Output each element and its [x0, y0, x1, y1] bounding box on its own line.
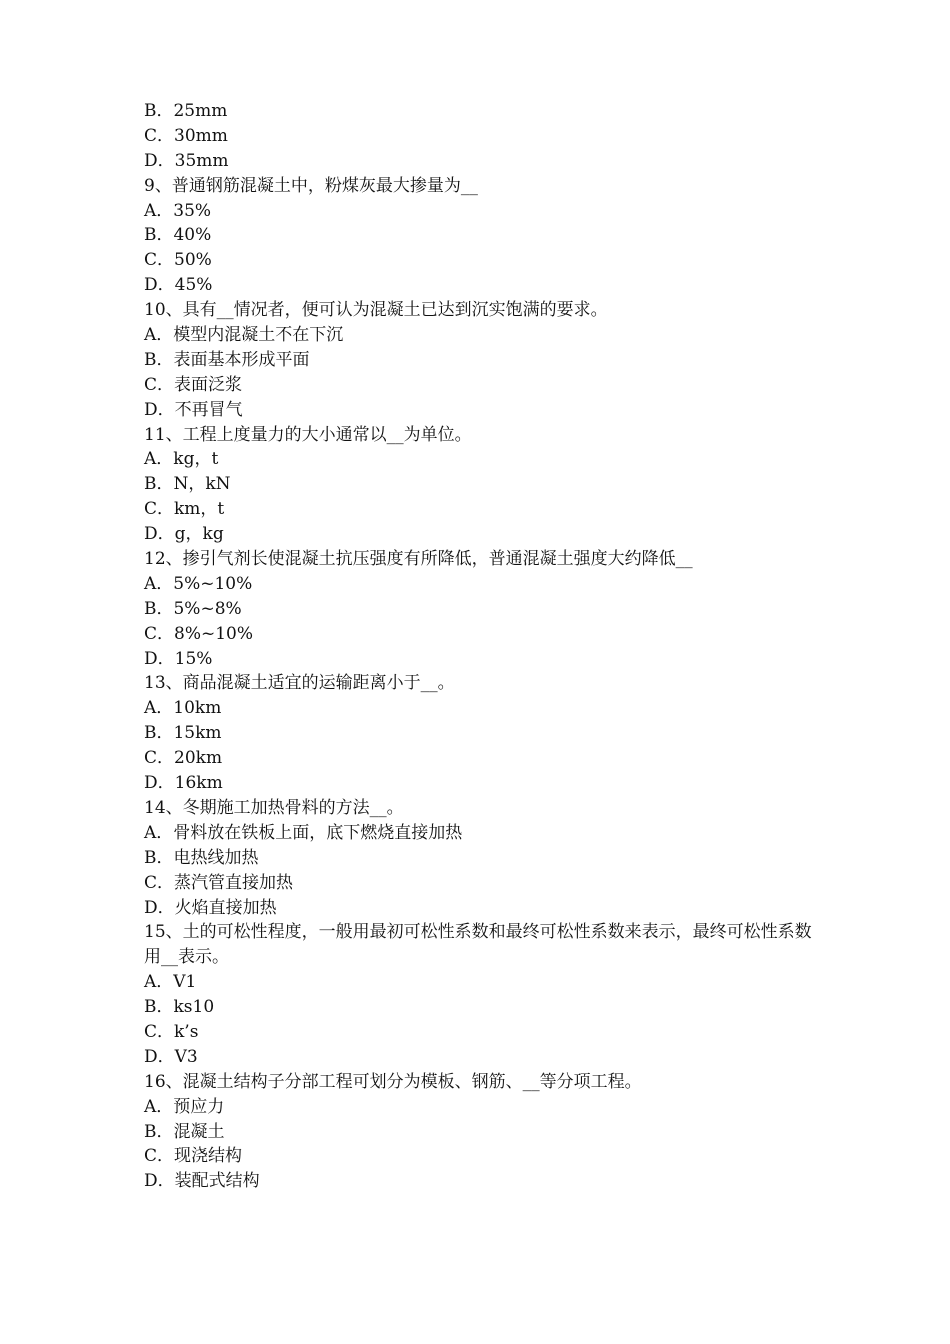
question-text: 15、土的可松性程度，一般用最初可松性系数和最终可松性系数来表示，最终可松性系数用__表示。: [144, 922, 812, 968]
answer-option: D．35mm: [144, 150, 229, 171]
answer-option: B．混凝土: [144, 1121, 225, 1142]
question-text: 10、具有__情况者，便可认为混凝土已达到沉实饱满的要求。: [144, 300, 608, 321]
answer-option: D．15%: [144, 648, 213, 669]
answer-option: D．g，kg: [144, 524, 224, 545]
document-page: [144, 99, 824, 1194]
answer-option: D．不再冒气: [144, 399, 243, 420]
answer-option: D．16km: [144, 773, 223, 794]
answer-option: C．8%~10%: [144, 623, 254, 644]
answer-option: B．5%~8%: [144, 598, 242, 619]
answer-option: D．火焰直接加热: [144, 897, 277, 918]
answer-option: C．50%: [144, 250, 212, 271]
answer-option: D．装配式结构: [144, 1171, 260, 1192]
answer-option: C．现浇结构: [144, 1146, 243, 1167]
answer-option: B．电热线加热: [144, 847, 259, 868]
answer-option: B．N，kN: [144, 474, 231, 495]
answer-option: C．30mm: [144, 125, 228, 146]
answer-option: B．表面基本形成平面: [144, 349, 310, 370]
answer-option: A．骨料放在铁板上面，底下燃烧直接加热: [144, 822, 463, 843]
answer-option: A．kg，t: [144, 449, 219, 470]
answer-option: B．40%: [144, 225, 212, 246]
question-text: 11、工程上度量力的大小通常以__为单位。: [144, 424, 472, 445]
question-text: 12、掺引气剂长使混凝土抗压强度有所降低，普通混凝土强度大约降低__: [144, 549, 693, 570]
answer-option: B．15km: [144, 723, 222, 744]
answer-option: A．V1: [144, 972, 197, 993]
answer-option: C．表面泛浆: [144, 374, 243, 395]
answer-option: A．模型内混凝土不在下沉: [144, 325, 344, 346]
answer-option: C．20km: [144, 748, 223, 769]
answer-option: A．35%: [144, 200, 212, 221]
answer-option: A．预应力: [144, 1096, 225, 1117]
question-text: 14、冬期施工加热骨料的方法__。: [144, 797, 404, 818]
answer-option: D．V3: [144, 1046, 198, 1067]
answer-option: C．蒸汽管直接加热: [144, 872, 294, 893]
answer-option: B．ks10: [144, 997, 215, 1018]
question-text: 16、混凝土结构子分部工程可划分为模板、钢筋、__等分项工程。: [144, 1071, 642, 1092]
answer-option: A．5%~10%: [144, 573, 253, 594]
answer-option: D．45%: [144, 275, 213, 296]
answer-option: B．25mm: [144, 101, 228, 121]
question-text: 13、商品混凝土适宜的运输距离小于__。: [144, 673, 455, 694]
question-text: 9、普通钢筋混凝土中，粉煤灰最大掺量为__: [144, 175, 478, 196]
answer-option: C．km，t: [144, 499, 225, 520]
answer-option: A．10km: [144, 698, 222, 719]
answer-option: C．k’s: [144, 1021, 199, 1042]
